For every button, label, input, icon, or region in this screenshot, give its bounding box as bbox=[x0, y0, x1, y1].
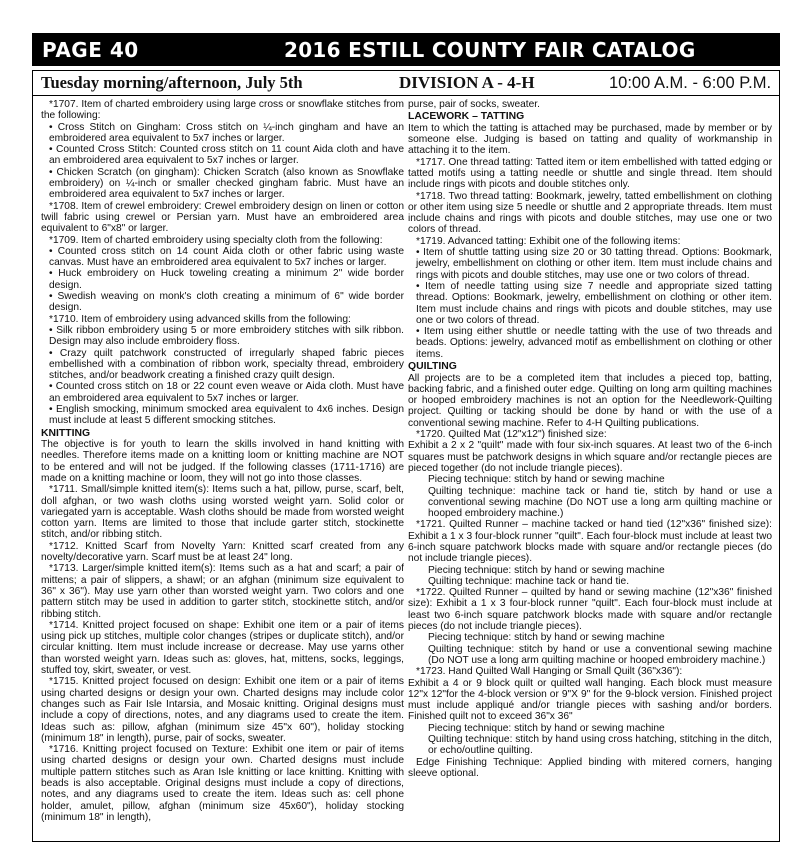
catalog-paragraph: • Swedish weaving on monk's cloth creating a minimum of 6" wide border design. bbox=[49, 291, 404, 314]
section-heading: QUILTING bbox=[408, 361, 457, 373]
catalog-paragraph: *1714. Knitted project focused on shape: Exhibit one item or a pair of items using pick up stitches, multiple color changes (stripes or duplicate stitch), and/or circular knitting. Item must include increase or decrease. May use yarns other than worsted weight yarn. Ideas such as: gloves, hat, mittens, socks, leggings, stuffed toy, skirt, sweater, or vest. bbox=[41, 619, 404, 677]
page-number: PAGE 40 bbox=[42, 38, 139, 62]
page-header-bar bbox=[32, 33, 780, 66]
catalog-paragraph: *1716. Knitting project focused on Texture: Exhibit one item or pair of items using charted designs or design your own. Charted designs must include multiple pattern stitches such as Aran Isle knitting or lace knitting. Knitting with beads is also acceptable. Original designs must include a copy of directions, notes, and any diagrams used to create the item. Ideas such as: cell phone holder, amulet, pillow, afghan (minimum size 45x60"), holiday stocking (minimum 18" in length), bbox=[41, 744, 404, 823]
catalog-paragraph: *1715. Knitted project focused on design: Exhibit one item or a pair of items using charted designs or design your own. Charted designs may include color changes such as Fair Isle Intarsia, and Mosaic knitting. Original designs must include a copy of directions, notes, and any diagrams used to create the item. Ideas such as: pillow, afghan (minimum size 45"x 60"), holiday stocking (minimum 18" in length), purse, pair of socks, sweater. bbox=[41, 676, 404, 744]
catalog-paragraph: *1707. Item of charted embroidery using large cross or snowflake stitches from the following: bbox=[41, 99, 404, 122]
catalog-paragraph: Piecing technique: stitch by hand or sewing machine bbox=[428, 474, 665, 486]
catalog-paragraph: Exhibit a 4 or 9 block quilt or quilted wall hanging. Each block must measure 12"x 12"for the 4-block version or 9"X 9" for the 9-block version. Finished project must include appliqué and/or triangle pieces with sashing and/or borders. Finished quilt not to exceed 36"x 36" bbox=[408, 677, 772, 723]
catalog-paragraph: Quilting technique: stitch by hand using cross hatching, stitching in the ditch, or echo/outline quilting. bbox=[428, 734, 772, 757]
catalog-paragraph: • Counted Cross Stitch: Counted cross stitch on 11 count Aida cloth and have an embroidered area equivalent to 5x7 inches or larger. bbox=[49, 144, 404, 167]
catalog-paragraph: Quilting technique: machine tack or hand tie. bbox=[428, 575, 630, 587]
catalog-paragraph: • Huck embroidery on Huck toweling creating a minimum 2" wide border design. bbox=[49, 268, 404, 291]
catalog-paragraph: Quilting technique: machine tack or hand tie, stitch by hand or use a conventional sewing machine (Do NOT use a long arm quilting machine or hooped embroidery machine.) bbox=[428, 485, 772, 520]
catalog-paragraph: *1709. Item of charted embroidery using specialty cloth from the following: bbox=[49, 234, 383, 246]
catalog-paragraph: Quilting technique: stitch by hand or use a conventional sewing machine (Do NOT use a long arm quilting machine or hooped embroidery machine.) bbox=[428, 643, 772, 666]
catalog-paragraph: *1711. Small/simple knitted item(s): Items such a hat, pillow, purse, scarf, belt, doll afghan, or two wash cloths using worsted weight yarn. Solid color or variegated yarn is acceptable. Wash cloths should be made from worsted weight cotton yarn. Items are limited to those that include garter stitch, stockinette stitch, and/or ribbing stitch. bbox=[41, 484, 404, 541]
catalog-paragraph: • Counted cross stitch on 14 count Aida cloth or other fabric using waste canvas. Must have an embroidered area equivalent to 5x7 inches or larger. bbox=[49, 245, 404, 269]
catalog-paragraph: • Counted cross stitch on 18 or 22 count even weave or Aida cloth. Must have an embroidered area equivalent to 5x7 inches or larger. bbox=[49, 381, 404, 404]
catalog-paragraph: • English smocking, minimum smocked area equivalent to 4x6 inches. Design must include at least 5 different smocking stitches. bbox=[49, 404, 404, 427]
right-column bbox=[408, 99, 772, 779]
catalog-paragraph: Exhibit a 2 x 2 "quilt" made with four six-inch squares. At least two of the 6-inch squares must be patchwork designs in which square and/or rectangle pieces are pieced together (do not include triangle pieces). bbox=[408, 440, 772, 474]
catalog-paragraph: *1708. Item of crewel embroidery: Crewel embroidery design on linen or cotton twill fabric using crewel or Persian yarn. Must have an embroidered area equivalent to 6"x8" or larger. bbox=[41, 200, 404, 235]
catalog-paragraph: *1710. Item of embroidery using advanced skills from the following: bbox=[49, 313, 351, 325]
catalog-paragraph: • Cross Stitch on Gingham: Cross stitch on ¼-inch gingham and have an embroidered area equivalent to 5x7 inches or larger. bbox=[49, 121, 404, 144]
catalog-paragraph: Item to which the tatting is attached may be purchased, made by member or by someone else. Judging is based on tatting and quality of workmanship in attaching it to the item. bbox=[408, 122, 772, 157]
catalog-paragraph: Edge Finishing Technique: Applied binding with mitered corners, hanging sleeve optional. bbox=[408, 756, 772, 779]
catalog-paragraph: *1718. Two thread tatting: Bookmark, jewelry, tatted embellishment on clothing or other item using size 5 needle or shuttle and 2 appropriate threads. Item must include chains and rings with picots and double stitches, may use one or two colors of thread. bbox=[408, 190, 772, 236]
catalog-paragraph: • Item of shuttle tatting using size 20 or 30 tatting thread. Options: Bookmark, jewelry, embellishment on clothing or other item. Item must include chains and rings with picots and double stitches, may use one or two colors of thread. bbox=[416, 247, 772, 281]
catalog-paragraph: *1723. Hand Quilted Wall Hanging or Small Quilt (36"x36"): bbox=[416, 666, 683, 678]
schedule-day: Tuesday morning/afternoon, July 5th bbox=[41, 73, 303, 92]
catalog-paragraph: *1721. Quilted Runner – machine tacked or hand tied (12"x36" finished size): Exhibit a 1 x 3 four-block runner "quilt". Each four-block must include at least two 6-inch square patchwork blocks made with square and/or rectangle pieces (do not include triangle pieces). bbox=[408, 519, 772, 565]
catalog-paragraph: *1722. Quilted Runner – quilted by hand or sewing machine (12"x36" finished size): Exhibit a 1 x 3 four-block runner "quilt". Each four-block must include at least two 6-inch square patchwork blocks made with square and/or rectangle pieces (do not include triangle pieces). bbox=[408, 587, 772, 633]
section-heading: KNITTING bbox=[41, 427, 91, 439]
catalog-paragraph: All projects are to be a completed item that includes a pieced top, batting, backing fabric, and a finished outer edge. Quilting on long arm quilting machines or hooped embroidery machines is not an option for the Needlework-Quilting project. Quilting or tacking should be done by hand or with the use of a conventional sewing machine. Refer to 4-H Quilting publications. bbox=[408, 372, 772, 429]
catalog-paragraph: The objective is for youth to learn the skills involved in hand knitting with needles. Therefore items made on a knitting loom or knitting machine are NOT to be entered and will not be judged. If the following classes (1711-1716) are made on a knitting machine or loom, they will not go into those classes. bbox=[41, 439, 404, 484]
catalog-paragraph: *1719. Advanced tatting: Exhibit one of the following items: bbox=[416, 235, 681, 247]
section-subheader bbox=[33, 71, 779, 96]
catalog-paragraph: Piecing technique: stitch by hand or sewing machine bbox=[428, 632, 665, 644]
section-heading: LACEWORK – TATTING bbox=[408, 111, 525, 123]
catalog-paragraph: • Chicken Scratch (on gingham): Chicken Scratch (also known as Snowflake embroidery) on ¼-inch or smaller checked gingham fabric. Must have an embroidered area equivalent to 5x7 inches or larger. bbox=[49, 166, 404, 201]
catalog-paragraph: Piecing technique: stitch by hand or sewing machine bbox=[428, 564, 665, 576]
left-column bbox=[41, 99, 404, 823]
catalog-paragraph: *1712. Knitted Scarf from Novelty Yarn: Knitted scarf created from any novelty/decorative yarn. Scarf must be at least 24" long. bbox=[41, 540, 404, 564]
catalog-paragraph: Piecing technique: stitch by hand or sewing machine bbox=[428, 722, 665, 734]
catalog-paragraph: purse, pair of socks, sweater. bbox=[408, 99, 540, 110]
catalog-paragraph: • Item of needle tatting using size 7 needle and appropriate sized tatting thread. Options: Bookmark, jewelry, embellishment on clothing or other item. Item must include chains and rings with picots and double stitches, may use one or two colors of thread. bbox=[416, 280, 772, 326]
catalog-paragraph: *1713. Larger/simple knitted item(s): Items such as a hat and scarf; a pair of mittens; a pair of slippers, a shawl; or an afghan (minimum size equivalent to 36" x 36"). May use yarn other than worsted weight yarn. Two colors and one pattern stitch may be used in addition to garter stitch, stockinette stitch, and/or ribbing stitch. bbox=[41, 563, 404, 620]
schedule-time: 10:00 A.M. - 6:00 P.M. bbox=[609, 74, 772, 92]
catalog-paragraph: *1717. One thread tatting: Tatted item or item embellished with tatted edging or tatted motifs using a tatting needle or shuttle and single thread. Item should include rings with picots and double stitches only. bbox=[408, 156, 772, 191]
catalog-paragraph: • Crazy quilt patchwork constructed of irregularly shaped fabric pieces embellished with a combination of ribbon work, specialty thread, embroidery stitches, and/or beadwork creating a finished crazy quilt design. bbox=[49, 347, 404, 382]
catalog-title: 2016 ESTILL COUNTY FAIR CATALOG bbox=[284, 38, 696, 62]
catalog-paragraph: *1720. Quilted Mat (12"x12") finished size: bbox=[416, 429, 607, 441]
catalog-paragraph: • Item using either shuttle or needle tatting with the use of two threads and beads. Options: jewelry, advanced motif as embellishment on clothing or other items. bbox=[416, 326, 772, 360]
division-label: DIVISION A - 4-H bbox=[399, 73, 535, 92]
catalog-paragraph: • Silk ribbon embroidery using 5 or more embroidery stitches with silk ribbon. Design may also include embroidery floss. bbox=[49, 324, 404, 348]
page-content-frame bbox=[32, 70, 780, 842]
